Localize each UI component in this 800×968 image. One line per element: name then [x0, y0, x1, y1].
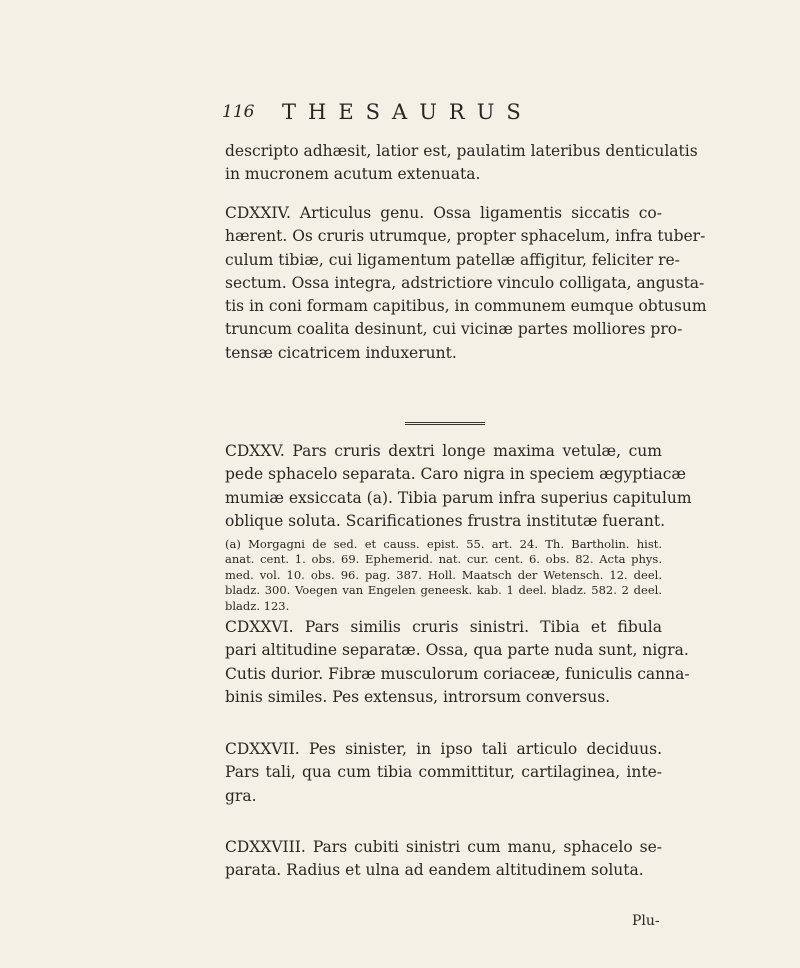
text-line: CDXXIV. Articulus genu. Ossa ligamentis siccatis co- [225, 204, 662, 222]
text-line: descripto adhæsit, latior est, paulatim lateribus denticulatis [225, 142, 698, 160]
text-line: CDXXVI. Pars similis cruris sinistri. Tibia et fibula [225, 618, 662, 636]
text-line: oblique soluta. Scarificationes frustra institutæ fuerant. [225, 511, 666, 530]
page-number: 116 [222, 102, 255, 122]
paragraph-cdxxiv [225, 202, 707, 365]
page-header [222, 102, 622, 126]
text-line: CDXXVII. Pes sinister, in ipso tali articulo deciduus. [225, 740, 662, 758]
text-line: culum tibiæ, cui ligamentum patellæ affigitur, feliciter re- [225, 250, 680, 269]
catchword: Plu- [632, 913, 660, 929]
running-title: THESAURUS [282, 100, 533, 124]
text-line: truncum coalita desinunt, cui vicinæ partes molliores pro- [225, 320, 683, 339]
text-line: pari altitudine separatæ. Ossa, qua parte nuda sunt, nigra. [225, 641, 689, 660]
text-line: in mucronem acutum extenuata. [225, 165, 481, 184]
paragraph-cdxxviii [225, 836, 662, 883]
footnote-line: anat. cent. 1. obs. 69. Ephemerid. nat. cur. cent. 6. obs. 82. Acta phys. [225, 552, 662, 567]
footnote-line: bladz. 123. [225, 598, 290, 613]
text-line: gra. [225, 786, 257, 805]
paragraph-intro [225, 140, 698, 187]
footnote-line: med. vol. 10. obs. 96. pag. 387. Holl. Maatsch der Wetensch. 12. deel. [225, 567, 662, 582]
text-line: tis in coni formam capitibus, in communem eumque obtusum [225, 297, 707, 316]
text-line: CDXXVIII. Pars cubiti sinistri cum manu, sphacelo se- [225, 838, 662, 856]
text-line: Cutis durior. Fibræ musculorum coriaceæ, funiculis canna- [225, 664, 690, 683]
text-line: binis similes. Pes extensus, introrsum conversus. [225, 687, 611, 706]
text-line: parata. Radius et ulna ad eandem altitudinem soluta. [225, 861, 644, 880]
text-line: CDXXV. Pars cruris dextri longe maxima vetulæ, cum [225, 442, 662, 460]
paragraph-cdxxvii [225, 738, 662, 808]
paragraph-cdxxv [225, 440, 692, 533]
text-line: tensæ cicatricem induxerunt. [225, 343, 457, 362]
ornamental-rule [405, 422, 485, 425]
text-line: hærent. Os cruris utrumque, propter sphacelum, infra tuber- [225, 227, 706, 246]
text-line: mumiæ exsiccata (a). Tibia parum infra superius capitulum [225, 488, 692, 507]
text-line: Pars tali, qua cum tibia committitur, cartilaginea, inte- [225, 763, 662, 782]
text-line: sectum. Ossa integra, adstrictiore vinculo colligata, angusta- [225, 273, 705, 292]
footnote [225, 537, 662, 614]
footnote-line: bladz. 300. Voegen van Engelen geneesk. kab. 1 deel. bladz. 582. 2 deel. [225, 583, 662, 598]
footnote-line: (a) Morgagni de sed. et causs. epist. 55. art. 24. Th. Bartholin. hist. [225, 537, 662, 551]
text-line: pede sphacelo separata. Caro nigra in speciem ægyptiacæ [225, 465, 686, 484]
paragraph-cdxxvi [225, 616, 690, 709]
